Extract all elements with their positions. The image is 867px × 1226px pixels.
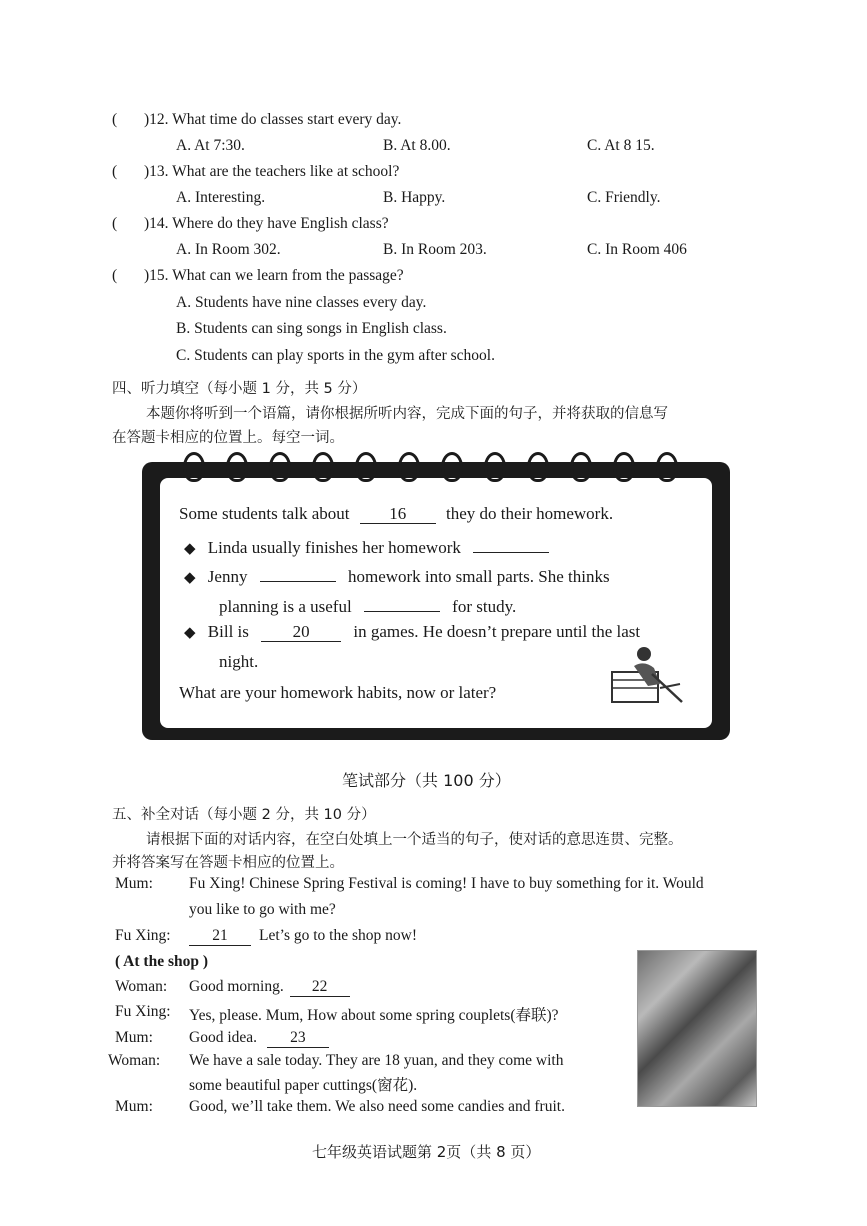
speaker-woman: Woman: bbox=[115, 978, 168, 995]
section-5-instruction-cont: 并将答案写在答题卡相应的位置上。 bbox=[112, 855, 344, 871]
option-c: C. Friendly. bbox=[587, 189, 661, 206]
paren: ( bbox=[112, 163, 118, 180]
text: Some students talk about bbox=[179, 504, 350, 523]
paren: ( bbox=[112, 215, 118, 232]
spiral-ring bbox=[570, 452, 592, 482]
section-4-instruction-cont: 在答题卡相应的位置上。每空一词。 bbox=[112, 430, 344, 446]
spiral-ring bbox=[398, 452, 420, 482]
spiral-ring bbox=[312, 452, 334, 482]
speaker-mum: Mum: bbox=[115, 1029, 153, 1046]
question-stem: )13. What are the teachers like at school? bbox=[144, 163, 400, 180]
speaker-fu-xing: Fu Xing: bbox=[115, 1003, 171, 1020]
option-a: A. Students have nine classes every day. bbox=[176, 294, 427, 311]
notebook-line-5 bbox=[184, 622, 640, 642]
section-4-heading: 四、听力填空（每小题 1 分，共 5 分） bbox=[112, 381, 367, 397]
dialogue-line bbox=[189, 1029, 329, 1048]
dialogue-line: Fu Xing! Chinese Spring Festival is coming! I have to buy something for it. Would bbox=[189, 875, 704, 892]
option-c: C. In Room 406 bbox=[587, 241, 687, 258]
text: Good morning. bbox=[189, 978, 284, 995]
dialogue-line: We have a sale today. They are 18 yuan, and they come with bbox=[189, 1052, 564, 1069]
written-part-title: 笔试部分（共 100 分） bbox=[342, 771, 511, 790]
question-stem: )15. What can we learn from the passage? bbox=[144, 267, 404, 284]
speaker-mum: Mum: bbox=[115, 875, 153, 892]
option-a: A. In Room 302. bbox=[176, 241, 281, 258]
spiral-ring bbox=[656, 452, 678, 482]
notebook-line-6: night. bbox=[219, 652, 259, 671]
dialogue-line: Good, we’ll take them. We also need some candies and fruit. bbox=[189, 1098, 565, 1115]
section-5-instruction: 请根据下面的对话内容，在空白处填上一个适当的句子，使对话的意思连贯、完整。 bbox=[146, 832, 683, 848]
speaker-fu-xing: Fu Xing: bbox=[115, 927, 171, 944]
text: homework into small parts. She thinks bbox=[347, 567, 610, 586]
blank-23: 23 bbox=[267, 1029, 329, 1048]
bullet-diamond-icon: ◆ bbox=[184, 625, 196, 641]
paren: ( bbox=[112, 267, 118, 284]
page-footer: 七年级英语试题第 2页（共 8 页） bbox=[312, 1143, 541, 1161]
section-4-instruction: 本题你将听到一个语篇，请你根据所听内容，完成下面的句子，并将获取的信息写 bbox=[146, 406, 668, 422]
speaker-mum: Mum: bbox=[115, 1098, 153, 1115]
spiral-ring bbox=[613, 452, 635, 482]
spiral-ring bbox=[355, 452, 377, 482]
option-b: B. At 8.00. bbox=[383, 137, 451, 154]
spiral-ring bbox=[441, 452, 463, 482]
blank-21-line: 21 bbox=[189, 927, 251, 946]
text: Good idea. bbox=[189, 1029, 258, 1046]
text: for study. bbox=[452, 597, 517, 616]
blank-20: 20 bbox=[261, 623, 341, 642]
blank-16: 16 bbox=[360, 505, 436, 524]
bullet-diamond-icon: ◆ bbox=[184, 541, 196, 557]
dialogue-line: Yes, please. Mum, How about some spring couplets(春联)? bbox=[189, 1007, 559, 1024]
spiral-ring bbox=[269, 452, 291, 482]
spiral-ring bbox=[226, 452, 248, 482]
blank-21 bbox=[189, 927, 251, 946]
dialogue-line: Let’s go to the shop now! bbox=[259, 927, 417, 944]
shop-photo bbox=[637, 950, 757, 1107]
spiral-ring bbox=[527, 452, 549, 482]
dialogue-line: some beautiful paper cuttings(窗花). bbox=[189, 1077, 418, 1094]
notebook-line-4 bbox=[219, 593, 516, 617]
scene-note: ( At the shop ) bbox=[115, 953, 209, 970]
blank-22: 22 bbox=[290, 978, 350, 997]
option-b: B. Happy. bbox=[383, 189, 446, 206]
speaker-woman: Woman: bbox=[108, 1052, 161, 1069]
notebook-line-2 bbox=[184, 534, 549, 558]
notebook-line-1 bbox=[179, 504, 613, 524]
dialogue-line: you like to go with me? bbox=[189, 901, 336, 918]
option-a: A. Interesting. bbox=[176, 189, 266, 206]
dialogue-line bbox=[189, 978, 350, 997]
question-stem: )14. Where do they have English class? bbox=[144, 215, 389, 232]
spiral-ring bbox=[484, 452, 506, 482]
text: planning is a useful bbox=[219, 597, 352, 616]
notebook-line-3 bbox=[184, 563, 610, 587]
option-b: B. In Room 203. bbox=[383, 241, 487, 258]
section-5-heading: 五、补全对话（每小题 2 分，共 10 分） bbox=[112, 807, 376, 823]
text: Bill is bbox=[207, 622, 249, 641]
option-c: C. At 8 15. bbox=[587, 137, 655, 154]
text: Linda usually finishes her homework bbox=[207, 538, 461, 557]
option-c: C. Students can play sports in the gym after school. bbox=[176, 347, 495, 364]
text: Jenny bbox=[207, 567, 248, 586]
spiral-ring bbox=[183, 452, 205, 482]
paren: ( bbox=[112, 111, 118, 128]
bullet-diamond-icon: ◆ bbox=[184, 570, 196, 586]
blank-19 bbox=[364, 593, 440, 612]
option-b: B. Students can sing songs in English class. bbox=[176, 320, 447, 337]
blank-18 bbox=[260, 563, 336, 582]
option-a: A. At 7:30. bbox=[176, 137, 245, 154]
student-desk-illustration bbox=[608, 644, 686, 706]
question-stem: )12. What time do classes start every day. bbox=[144, 111, 402, 128]
notebook-line-7: What are your homework habits, now or later? bbox=[179, 683, 497, 702]
text: they do their homework. bbox=[445, 504, 614, 523]
text: in games. He doesn’t prepare until the last bbox=[353, 622, 641, 641]
blank-17 bbox=[473, 534, 549, 553]
